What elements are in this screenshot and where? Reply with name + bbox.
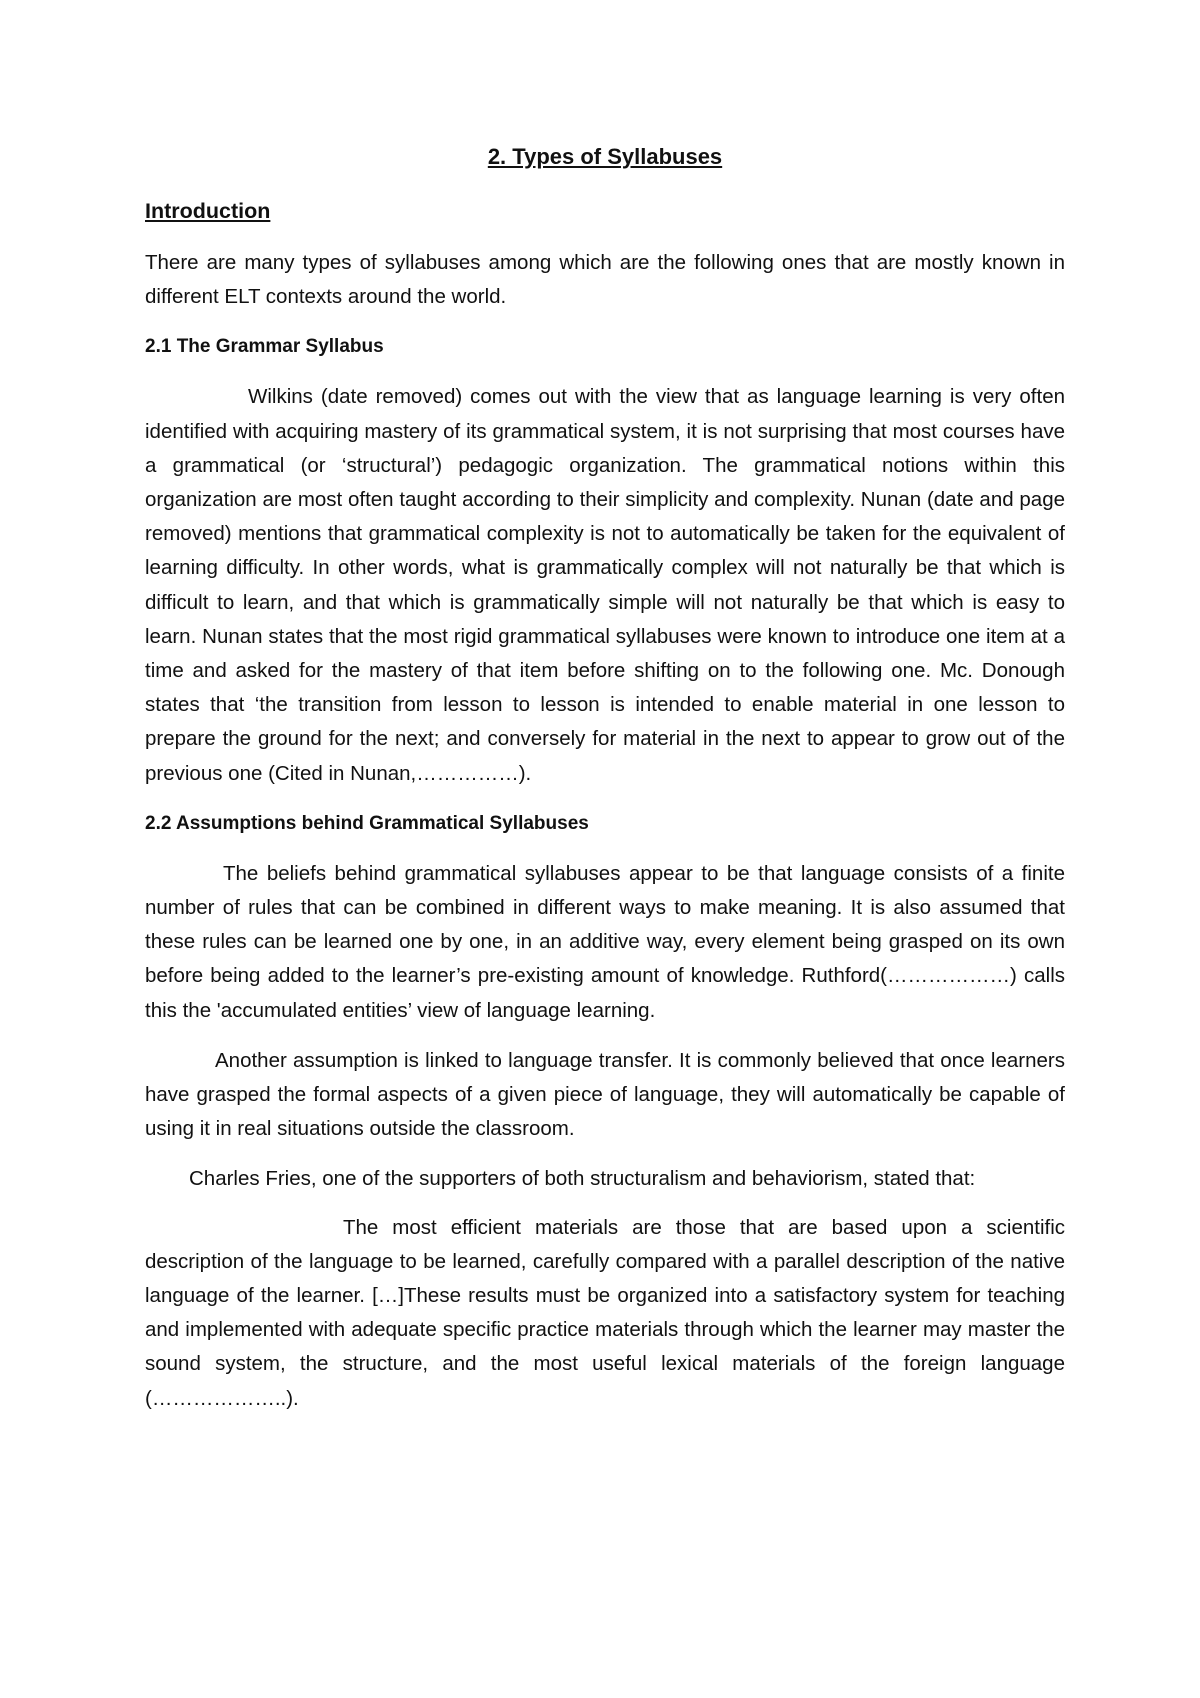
fries-quotation: The most efficient materials are those that are based upon a scientific description of the language to be learned, carefully compared with a parallel description of the native language of the learner. […]These results must be organized into a satisfactory system for teaching and implemented with adequate specific practice materials through which the learner may master the sound system, the structure, and the most useful lexical materials of the foreign language (………………..).: [145, 1215, 1065, 1410]
introduction-heading: Introduction: [145, 199, 271, 223]
section-2-2-paragraph-transfer: Another assumption is linked to language transfer. It is commonly believed that once learners have grasped the formal aspects of a given piece of language, they will automatically be capable of using it in real situations outside the classroom.: [145, 1048, 1065, 1141]
section-2-2-paragraph-beliefs: The beliefs behind grammatical syllabuses appear to be that language consists of a finite number of rules that can be combined in different ways to make meaning. It is also assumed that these rules can be learned one by one, in an additive way, every element being grasped on its own before being added to the learner’s pre-existing amount of knowledge. Ruthford(………………) calls this the 'accumulated entities’ view of language learning.: [145, 861, 1065, 1022]
page-title: 2. Types of Syllabuses: [487, 144, 723, 169]
section-2-2-paragraph-fries: Charles Fries, one of the supporters of both structuralism and behaviorism, stated that:: [189, 1167, 976, 1191]
document-page: [145, 140, 1065, 1432]
section-2-1-heading: 2.1 The Grammar Syllabus: [145, 336, 384, 358]
section-2-1-paragraph: Wilkins (date removed) comes out with the view that as language learning is very often identified with acquiring mastery of its grammatical system, it is not surprising that most courses have a grammatical (or ‘structural’) pedagogic organization. The grammatical notions within this organization are most often taught according to their simplicity and complexity. Nunan (date and page removed) mentions that grammatical complexity is not to automatically be taken for the equivalent of learning difficulty. In other words, what is grammatically complex will not naturally be that which is difficult to learn, and that which is grammatically simple will not naturally be that which is easy to learn. Nunan states that the most rigid grammatical syllabuses were known to introduce one item at a time and asked for the mastery of that item before shifting on to the following one. Mc. Donough states that ‘the transition from lesson to lesson is intended to enable material in one lesson to prepare the ground for the next; and conversely for material in the next to appear to grow out of the previous one (Cited in Nunan,……………).: [145, 385, 1065, 785]
section-2-2-heading: 2.2 Assumptions behind Grammatical Syllabuses: [145, 812, 589, 834]
introduction-paragraph: There are many types of syllabuses among which are the following ones that are mostly known in different ELT contexts around the world.: [145, 251, 1065, 309]
